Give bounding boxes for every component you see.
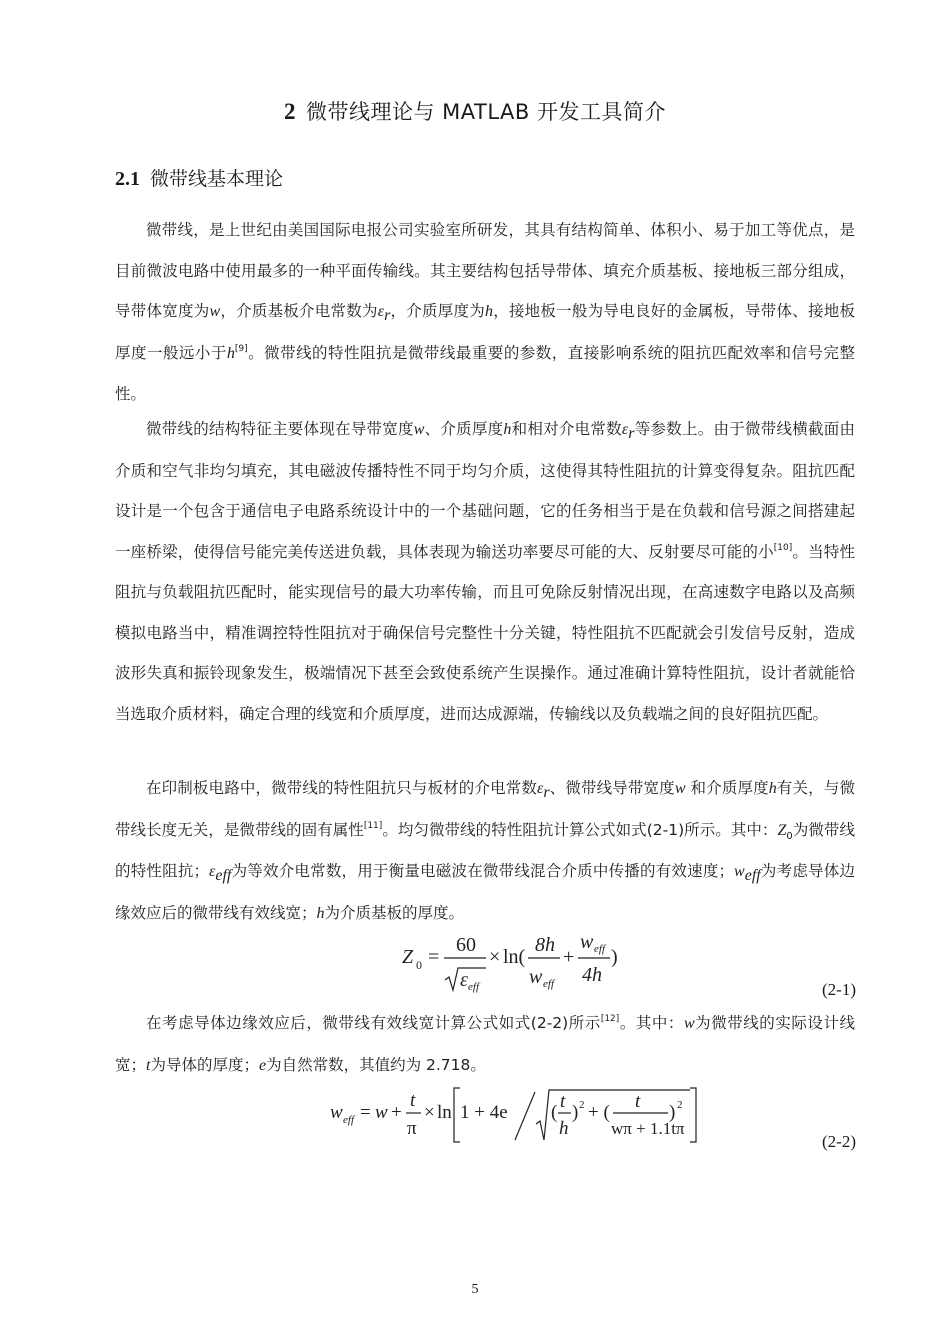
- citation: [9]: [234, 343, 248, 354]
- svg-text:+: +: [563, 946, 575, 968]
- equation-2-1: [400, 928, 630, 1000]
- svg-text:eff: eff: [543, 978, 554, 990]
- eq1-lhs: Z: [402, 946, 414, 968]
- chapter-title: [0, 96, 950, 126]
- chapter-number: 2: [284, 99, 296, 124]
- paragraph-2: 微带线的结构特征主要体现在导带宽度w、介质厚度h和相对介电常数$\varepsilon_r$等参数上。由于微带线横截面由介质和空气非均匀填充，其电磁波传播特性不同于均匀介质，这使得其特性阻抗的计算变得复杂。阻抗匹配设计是一个包含于通信电子电路系统设计中的一个基础问题，它的任务相当于是在负载和信号源之间搭建起一座桥梁，使得信号能完美传送进负载，具体表现为输送功率要尽可能的大、反射要尽可能的小[10]。当特性阻抗与负载阻抗匹配时，能实现信号的最大功率传输，而且可免除反射情况出现，在高速数字电路以及高频模拟电路当中，精准调控特性阻抗对于确保信号完整性十分关键，特性阻抗不匹配就会引发信号反射，造成波形失真和振铃现象发生，极端情况下甚至会致使系统产生误操作。通过准确计算特性阻抗，设计者就能恰当选取介质材料，确定合理的线宽和介质厚度，进而达成源端，传输线以及负载端之间的良好阻抗匹配。: [115, 420, 855, 723]
- svg-text:(: (: [551, 1102, 558, 1123]
- svg-text:2: 2: [579, 1099, 585, 1111]
- svg-text:ln(: ln(: [503, 946, 526, 968]
- paragraph-1: 微带线，是上世纪由美国国际电报公司实验室所研发，其具有结构简单、体积小、易于加工等优点，是目前微波电路中使用最多的一种平面传输线。其主要结构包括导带体、填充介质基板、接地板三部分组成，导带体宽度为w，介质基板介电常数为$\varepsilon_r$，介质厚度为h，接地板一般为导电良好的金属板，导带体、接地板厚度一般远小于h[9]。微带线的特性阻抗是微带线最重要的参数，直接影响系统的阻抗匹配效率和信号完整性。: [115, 221, 855, 403]
- section-title-text: 微带线基本理论: [150, 168, 284, 190]
- svg-text:0: 0: [416, 958, 422, 972]
- equation-label-2-2: (2-2): [822, 1132, 856, 1151]
- svg-text:=: =: [360, 1102, 371, 1123]
- section-number: 2.1: [115, 168, 140, 190]
- svg-text:×: ×: [489, 946, 501, 968]
- chapter-title-text: 微带线理论与 MATLAB 开发工具简介: [306, 100, 666, 124]
- citation: [12]: [600, 1014, 620, 1024]
- right-bracket: [690, 1088, 696, 1142]
- eq1-numerator: 60: [456, 934, 476, 956]
- svg-text:+ (: + (: [588, 1102, 610, 1123]
- section-title: [115, 164, 283, 191]
- svg-text:ln: ln: [437, 1102, 452, 1123]
- svg-text:wπ + 1.1tπ: wπ + 1.1tπ: [611, 1119, 685, 1138]
- citation: [10]: [773, 542, 793, 553]
- svg-text:π: π: [407, 1118, 417, 1139]
- equation-label-2-1: (2-1): [822, 980, 856, 999]
- svg-text:t: t: [410, 1090, 416, 1111]
- equation-2-2: [328, 1082, 700, 1148]
- svg-text:w: w: [375, 1102, 388, 1123]
- paragraph-4: 在考虑导体边缘效应后，微带线有效线宽计算公式如式(2-2)所示[12]。其中：w为微带线的实际设计线宽；t为导体的厚度；e为自然常数，其值约为 2.718。: [115, 1014, 855, 1074]
- svg-text:ε: ε: [460, 969, 468, 991]
- svg-text:1 + 4e: 1 + 4e: [460, 1102, 508, 1123]
- paragraph-3: 在印制板电路中，微带线的特性阻抗只与板材的介电常数$\varepsilon_r$、微带线导带宽度w 和介质厚度h有关，与微带线长度无关，是微带线的固有属性[11]。均匀微带线的特性阻抗计算公式如式(2-1)所示。其中：$Z_0$为微带线的特性阻抗；$\varepsilon_{eff}$为等效介电常数，用于衡量电磁波在微带线混合介质中传播的有效速度；$w_{eff}$为考虑导体边缘效应后的微带线有效线宽；h为介质基板的厚度。: [115, 779, 855, 922]
- svg-text:t: t: [635, 1091, 641, 1112]
- svg-text:4h: 4h: [582, 964, 602, 986]
- svg-text:h: h: [559, 1118, 569, 1139]
- eq2-lhs: w: [330, 1102, 343, 1123]
- svg-text:8h: 8h: [535, 934, 555, 956]
- svg-text:t: t: [560, 1091, 566, 1112]
- division-slash: [515, 1092, 535, 1140]
- citation: [11]: [363, 820, 383, 831]
- svg-text:eff: eff: [594, 943, 605, 955]
- svg-text:): ): [572, 1102, 579, 1123]
- svg-text:eff: eff: [468, 981, 479, 993]
- svg-text:w: w: [529, 966, 543, 988]
- svg-text:): ): [611, 946, 618, 968]
- svg-text:=: =: [428, 946, 440, 968]
- svg-text:): ): [669, 1102, 676, 1123]
- svg-text:2: 2: [677, 1099, 683, 1111]
- svg-text:×: ×: [424, 1102, 435, 1123]
- svg-text:+: +: [391, 1102, 402, 1123]
- page-number: 5: [471, 1282, 479, 1297]
- svg-text:eff: eff: [343, 1114, 354, 1126]
- svg-text:w: w: [580, 931, 594, 953]
